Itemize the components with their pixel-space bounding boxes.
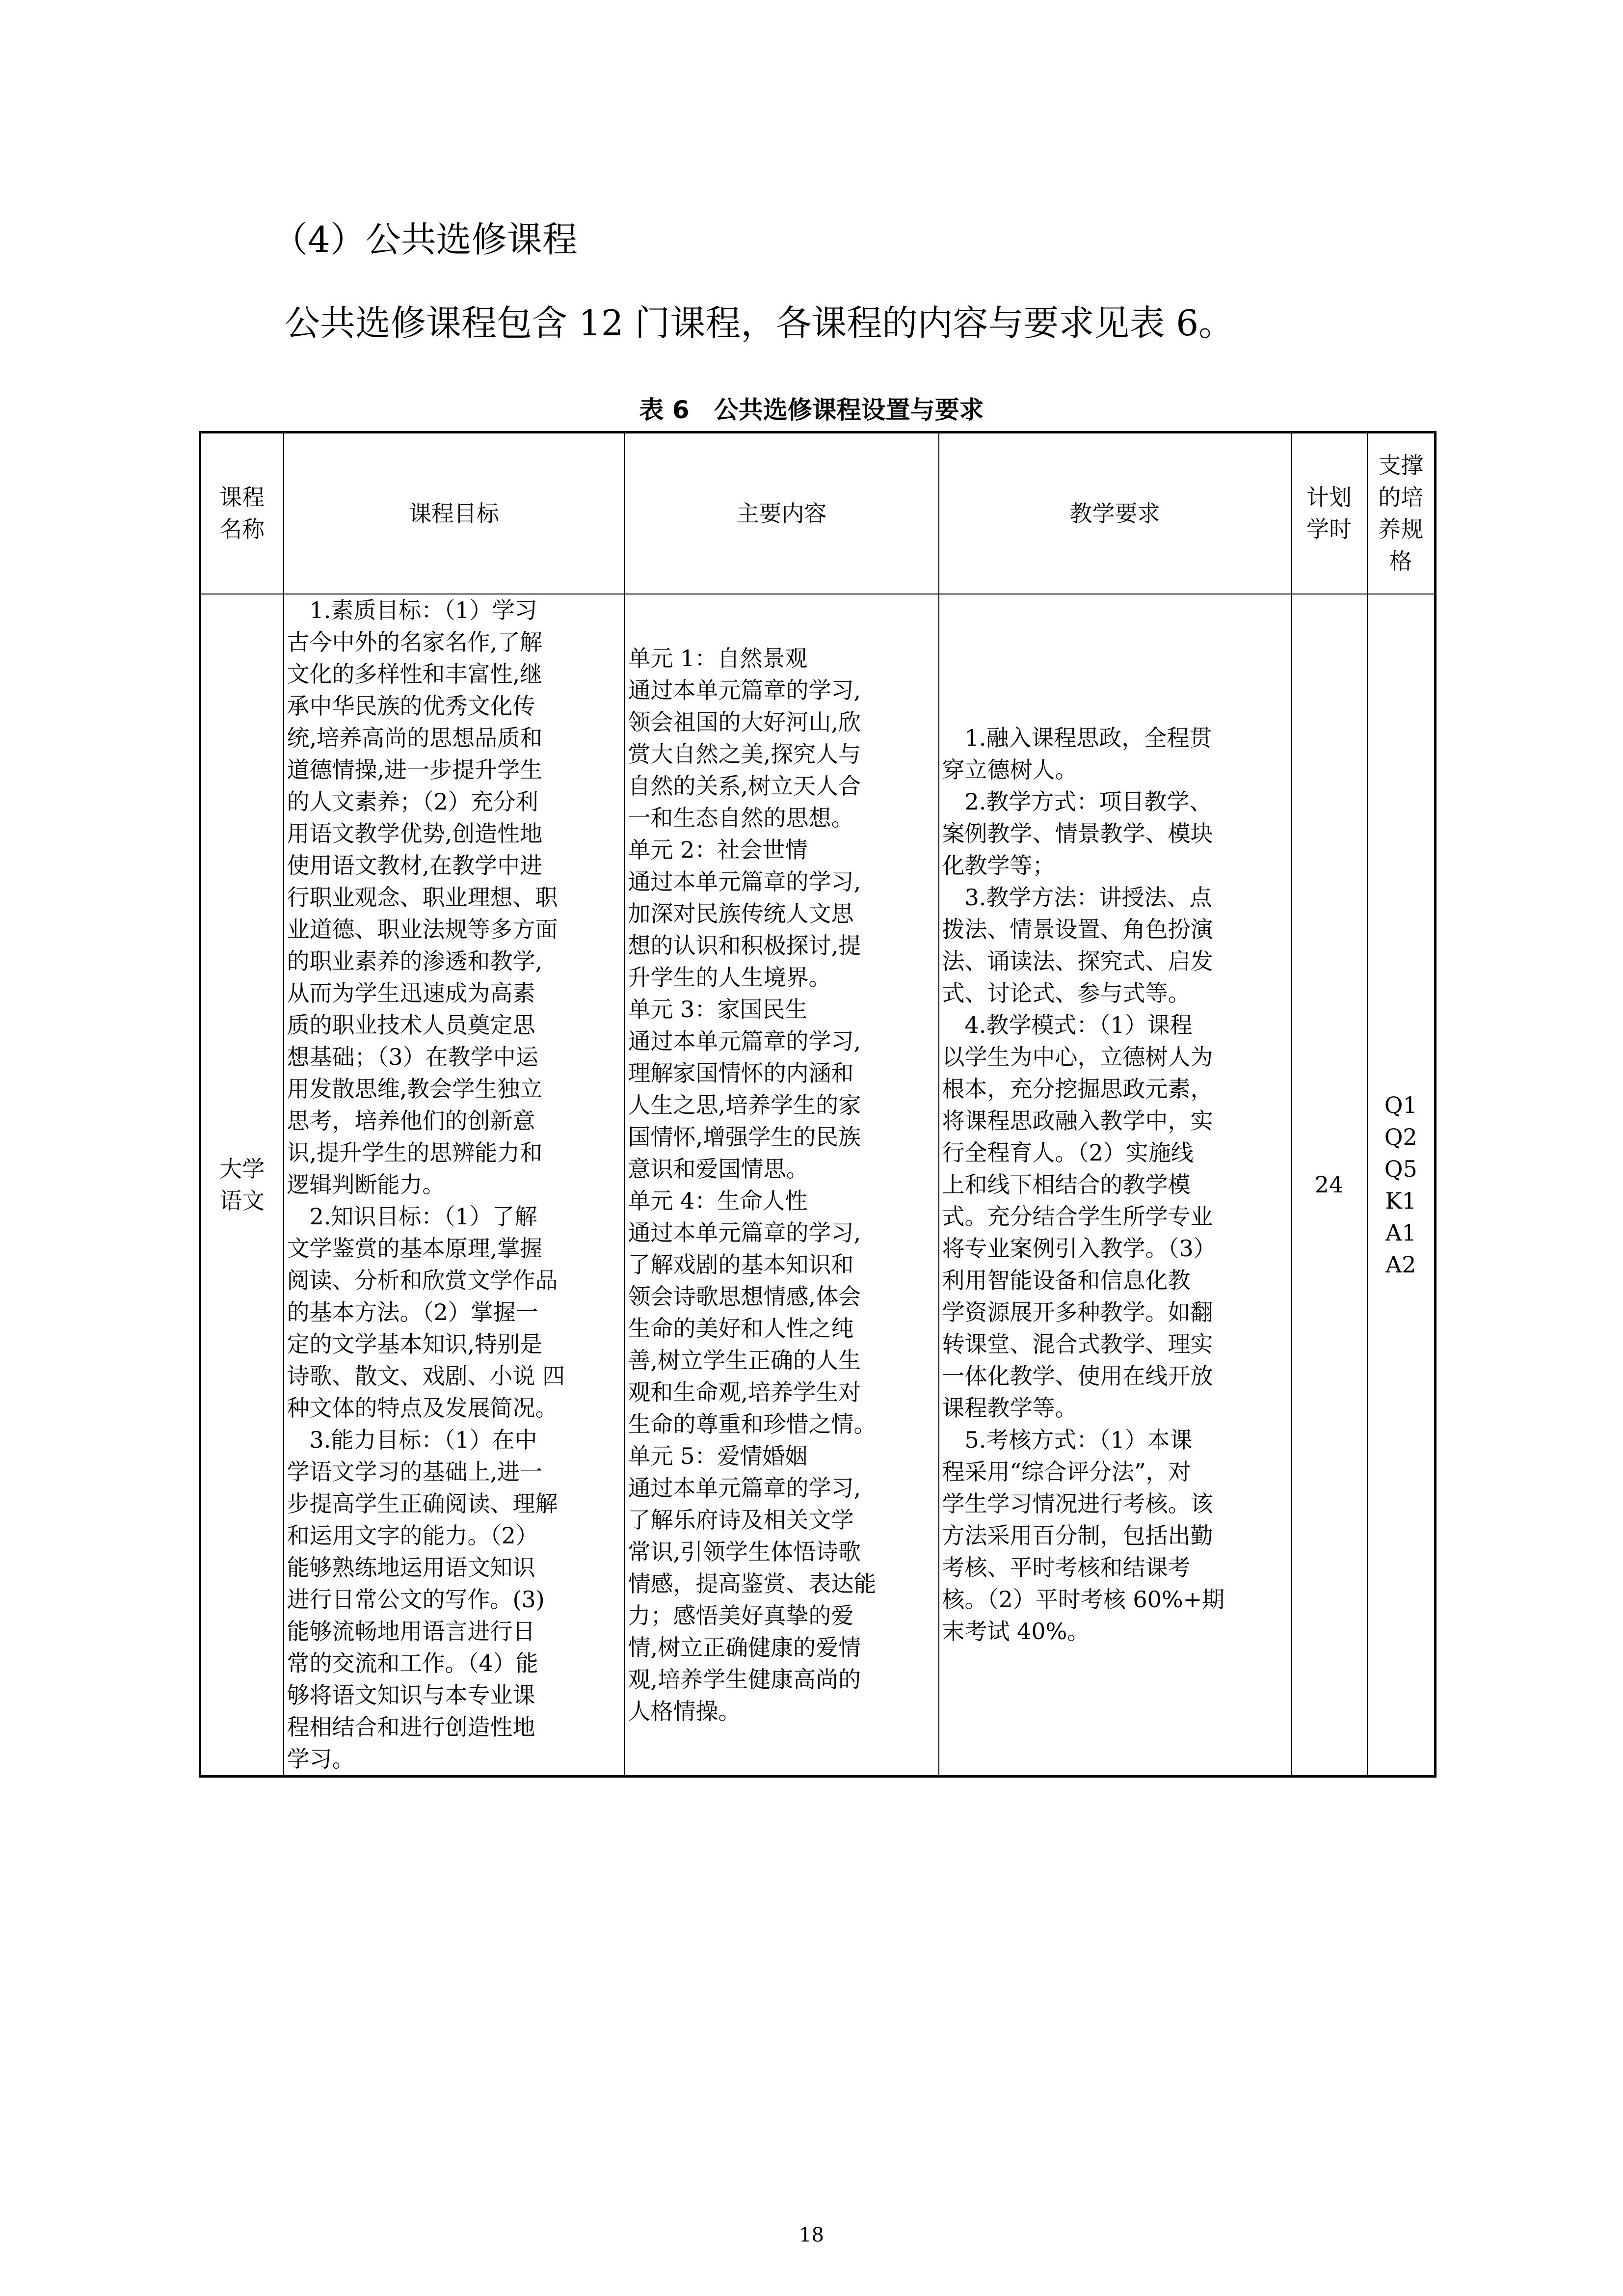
cell-teaching-requirements [939,594,1291,1777]
text-line: 情感，提高鉴赏、表达能 [628,1570,877,1597]
text-line: 使用语文教材,在教学中进 [287,852,543,879]
text-line: 善,树立学生正确的人生 [628,1347,861,1374]
text-line: 想的认识和积极探讨,提 [628,932,861,959]
text-line: 学资源展开多种教学。如翻 [942,1299,1213,1325]
text-line: 一和生态自然的思想。 [628,804,854,831]
text-line: 力；感悟美好真挚的爱 [628,1602,854,1629]
text-line: 的人文素养；（2）充分利 [287,788,538,815]
text-line: 单元 5：爱情婚姻 [628,1442,808,1469]
text-line: A2 [1385,1251,1416,1278]
text-line: 单元 2：社会世情 [628,836,808,863]
text-line: 以学生为中心，立德树人为 [942,1044,1213,1070]
header-line: 名称 [219,516,265,542]
header-line: 的培 [1378,484,1424,511]
cell-course-goals [284,594,625,1777]
text-line: 单元 3：家国民生 [628,996,808,1023]
text-line: 课程教学等。 [942,1395,1078,1421]
text-line: 诗歌、散文、戏剧、小说 四 [287,1363,565,1389]
text-line: 人生之思,培养学生的家 [628,1091,861,1118]
text-line: A1 [1385,1219,1416,1246]
text-line: 能够流畅地用语言进行日 [287,1618,535,1645]
text-line: 了解戏剧的基本知识和 [628,1251,854,1278]
text-line: Q2 [1384,1123,1417,1150]
text-line: 5.考核方式：（1）本课 [942,1427,1193,1453]
text-line: 转课堂、混合式教学、理实 [942,1331,1213,1357]
text-line: 用语文教学优势,创造性地 [287,820,543,847]
text-line: 通过本单元篇章的学习, [628,1027,861,1054]
text-line: K1 [1385,1187,1417,1214]
cell-course-name [200,594,284,1777]
header-line: 学时 [1306,516,1352,542]
text-line: 2.知识目标：（1）了解 [287,1203,537,1230]
text-line: 末考试 40%。 [942,1618,1090,1645]
course-table [199,431,1437,1778]
text-line: 生命的美好和人性之纯 [628,1315,854,1342]
text-line: 文化的多样性和丰富性,继 [287,661,543,687]
header-line: 计划 [1306,484,1352,511]
text-line: 上和线下相结合的教学模 [942,1171,1191,1198]
text-line: 单元 4：生命人性 [628,1187,808,1214]
table-row [200,594,1436,1777]
text-line: 业道德、职业法规等多方面 [287,916,558,943]
table-header-row [200,432,1436,594]
text-line: 学习。 [287,1746,355,1772]
text-line: 领会祖国的大好河山,欣 [628,708,861,735]
text-line: 单元 1：自然景观 [628,645,808,672]
text-line: 考核、平时考核和结课考 [942,1554,1191,1581]
text-line: 式、讨论式、参与式等。 [942,980,1191,1006]
text-line: 的基本方法。（2）掌握一 [287,1299,538,1325]
intro-paragraph: 公共选修课程包含 12 门课程，各课程的内容与要求见表 6。 [285,302,1234,344]
text-line: 加深对民族传统人文思 [628,900,854,927]
text-line: 国情怀,增强学生的民族 [628,1123,861,1150]
text-line: 和运用文字的能力。（2） [287,1522,538,1549]
text-line: 情,树立正确健康的爱情 [628,1634,861,1661]
page-number: 18 [799,2224,824,2246]
text-line: 核。（2）平时考核 60%+期 [942,1586,1225,1613]
text-line: 利用智能设备和信息化教 [942,1267,1191,1294]
name-line: 大学 [219,1155,265,1182]
text-line: 常的交流和工作。（4）能 [287,1650,538,1676]
header-course-name [200,432,284,594]
name-line: 语文 [219,1187,265,1214]
text-line: 观和生命观,培养学生对 [628,1378,861,1405]
text-line: 识,提升学生的思辨能力和 [287,1139,543,1166]
text-line: Q5 [1384,1155,1417,1182]
text-line: 2.教学方式：项目教学、 [942,788,1212,815]
text-line: 思考，培养他们的创新意 [287,1107,535,1134]
text-line: 阅读、分析和欣赏文学作品 [287,1267,558,1294]
text-line: 化教学等； [942,852,1055,879]
text-line: 1.素质目标：（1）学习 [287,597,537,623]
text-line: 方法采用百分制，包括出勤 [942,1522,1213,1549]
text-line: 逻辑判断能力。 [287,1171,445,1198]
cell-planned-hours: 24 [1291,594,1367,1777]
text-line: 穿立德树人。 [942,756,1078,783]
header-line: 养规 [1378,516,1424,542]
text-line: 种文体的特点及发展简况。 [287,1395,558,1421]
text-line: 了解乐府诗及相关文学 [628,1506,854,1533]
text-line: 式。充分结合学生所学专业 [942,1203,1213,1230]
text-line: 从而为学生迅速成为高素 [287,980,535,1006]
text-line: 程相结合和进行创造性地 [287,1714,535,1740]
text-line: 行职业观念、职业理想、职 [287,884,558,911]
text-line: 道德情操,进一步提升学生 [287,756,543,783]
text-line: 法、诵读法、探究式、启发 [942,948,1213,974]
text-line: 将专业案例引入教学。（3） [942,1235,1216,1262]
text-line: 将课程思政融入教学中，实 [942,1107,1213,1134]
text-line: 一体化教学、使用在线开放 [942,1363,1213,1389]
text-line: 3.教学方法：讲授法、点 [942,884,1212,911]
text-line: 用发散思维,教会学生独立 [287,1076,543,1102]
section-heading: （4）公共选修课程 [272,219,578,260]
text-line: 步提高学生正确阅读、理解 [287,1490,558,1517]
text-line: 学语文学习的基础上,进一 [287,1459,543,1485]
table-caption: 表 6 公共选修课程设置与要求 [639,396,984,424]
cell-supported-specs [1367,594,1436,1777]
text-line: 定的文学基本知识,特别是 [287,1331,543,1357]
text-line: 学生学习情况进行考核。该 [942,1490,1213,1517]
text-line: 人格情操。 [628,1698,741,1725]
text-line: 观,培养学生健康高尚的 [628,1666,861,1693]
text-line: 生命的尊重和珍惜之情。 [628,1410,877,1437]
text-line: 案例教学、情景教学、模块 [942,820,1213,847]
text-line: 承中华民族的优秀文化传 [287,693,535,719]
header-main-content: 主要内容 [625,432,939,594]
text-line: 文学鉴赏的基本原理,掌握 [287,1235,543,1262]
text-line: 古今中外的名家名作,了解 [287,629,543,655]
text-line: 升学生的人生境界。 [628,964,831,991]
text-line: 常识,引领学生体悟诗歌 [628,1538,861,1565]
text-line: 够将语文知识与本专业课 [287,1682,535,1708]
text-line: 拨法、情景设置、角色扮演 [942,916,1213,943]
text-line: 3.能力目标：（1）在中 [287,1427,537,1453]
text-line: 通过本单元篇章的学习, [628,1219,861,1246]
text-line: 通过本单元篇章的学习, [628,868,861,895]
text-line: 通过本单元篇章的学习, [628,1474,861,1501]
header-teaching-requirements: 教学要求 [939,432,1291,594]
text-line: 能够熟练地运用语文知识 [287,1554,535,1581]
text-line: 4.教学模式：（1）课程 [942,1012,1193,1038]
text-line: 程采用“综合评分法”，对 [942,1459,1191,1485]
text-line: 赏大自然之美,探究人与 [628,740,861,767]
header-line: 支撑 [1378,452,1424,479]
header-line: 格 [1389,548,1412,574]
text-line: 自然的关系,树立天人合 [628,772,861,799]
header-line: 课程 [219,484,265,511]
text-line: 理解家国情怀的内涵和 [628,1059,854,1086]
header-planned-hours [1291,432,1367,594]
text-line: Q1 [1384,1091,1417,1118]
header-course-goals: 课程目标 [284,432,625,594]
text-line: 进行日常公文的写作。(3) [287,1586,545,1613]
text-line: 通过本单元篇章的学习, [628,676,861,703]
text-line: 质的职业技术人员奠定思 [287,1012,535,1038]
cell-main-content [625,594,939,1777]
text-line: 统,培养高尚的思想品质和 [287,725,543,751]
text-line: 根本，充分挖掘思政元素， [942,1076,1213,1102]
header-supported-specs [1367,432,1436,594]
text-line: 1.融入课程思政，全程贯 [942,725,1212,751]
text-line: 行全程育人。（2）实施线 [942,1139,1194,1166]
text-line: 领会诗歌思想情感,体会 [628,1283,861,1310]
text-line: 意识和爱国情思。 [628,1155,809,1182]
text-line: 想基础；（3）在教学中运 [287,1044,538,1070]
text-line: 的职业素养的渗透和教学, [287,948,543,974]
